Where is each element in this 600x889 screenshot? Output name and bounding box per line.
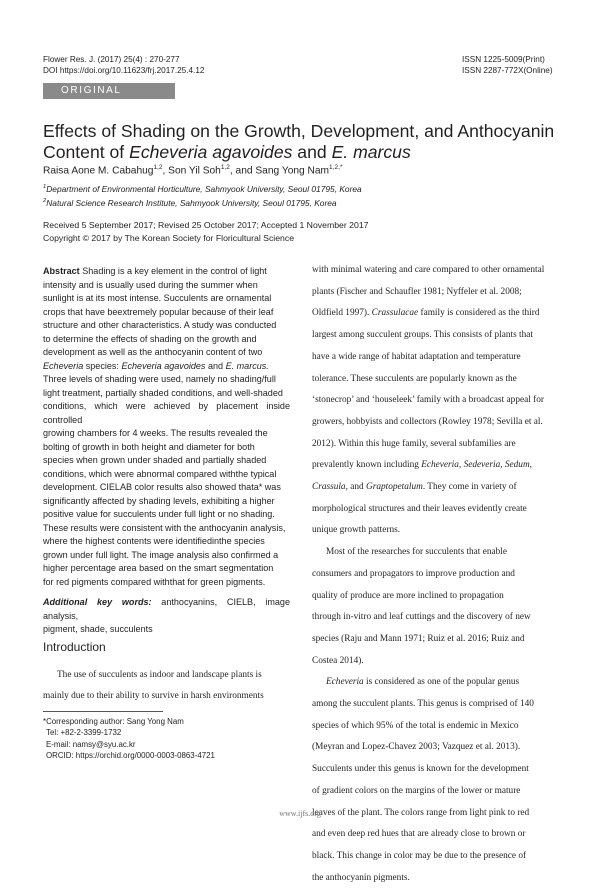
affiliation-2 [43,195,362,209]
title-mid: and [292,142,332,162]
text-run: to determine the effects of shading on the growth and [43,333,257,344]
italic-term: Echeveria [43,360,84,371]
abstract-line [43,562,290,576]
text-run: growing chambers for 4 weeks. The results revealed the [43,428,268,438]
text-run: , [458,460,464,471]
paragraph [312,672,558,889]
doi-line: DOI https://doi.org/10.11623/frj.2017.25.4.12 [43,65,205,75]
text-run: conditions, which were abnormal compared withthe typical [43,468,277,479]
affiliation-2-sup: 2 [43,197,47,204]
abstract-line [43,387,290,401]
paragraph-line [312,781,558,803]
text-run: Shading is a key element in the control of light [79,266,267,276]
text-run: 2012). Within this huge family, several subfamilies are [312,438,516,449]
article-dates [43,219,369,244]
title-species-1: Echeveria agavoides [129,142,293,162]
paragraph-line [312,607,558,629]
text-run: the anthocyanin pigments. [312,872,410,883]
text-run: intensity and is usually used during the summer when [43,279,258,290]
text-run: higher percentage area based on the smart segmentation [43,563,274,573]
italic-term: Sedeveria [463,460,501,471]
abstract-line [43,522,290,536]
affiliation-1-text: Department of Environmental Horticulture, Sahmyook University, Seoul 01795, Korea [46,183,362,194]
paragraph-line [312,824,558,846]
text-run: significantly affected by shading levels, exhibiting a higher [43,495,275,506]
abstract-line [43,441,290,455]
text-run: have a wide range of habitat adaptation and temperature [312,351,521,362]
abstract-line [43,319,290,333]
abstract-line [43,535,290,549]
abstract-line [43,549,290,563]
copyright-line: Copyright © 2017 by The Korean Society for Floricultural Science [43,232,295,243]
italic-term: Sedum [504,460,530,471]
paragraph-line [312,846,558,868]
issn-block [462,55,553,76]
abstract-line [43,306,290,320]
intro-line-2: mainly due to their ability to survive in harsh environments [43,691,264,702]
abstract-line [43,495,290,509]
abstract-line [43,346,290,360]
paragraph-line [312,499,558,521]
text-run: quality of produce are more inclined to propagation [312,590,504,601]
keywords-label: Additional key words: [43,597,152,607]
abstract-line [43,454,290,468]
italic-term: Echeveria agavoides [121,360,206,371]
paragraph-line [312,412,558,434]
text-run: structure and other characteristics. A study was conducted [43,320,277,330]
paragraph-line [312,520,558,542]
italic-term: Echeveria [326,677,364,688]
text-run: , [500,460,505,471]
abstract-line [43,508,290,522]
paragraph-line [312,455,558,477]
paragraph [312,542,558,672]
abstract-block [43,265,290,589]
text-run: (Meyran and Lopez-Chavez 2003; Vazquez et al. 2013). [312,742,521,753]
author-orcid: ORCID: https://orchid.org/0000-0003-0863-4721 [46,750,215,760]
paragraph-line [312,369,558,391]
italic-term: Crassulacae [371,308,419,319]
italic-term: E. marcus. [225,360,269,371]
journal-line: Flower Res. J. (2017) 25(4) : 270-277 [43,55,180,64]
text-run: among the succulent plants. This genus is comprised of 140 [312,699,534,710]
abstract-line [43,576,290,590]
author-list [43,164,342,176]
text-run: These results were consistent with the anthocyanin analysis, [43,522,286,533]
paragraph-line [312,737,558,759]
text-run: species: [83,360,122,371]
paragraph-line [312,325,558,347]
title-line-1: Effects of Shading on the Growth, Development, and Anthocyanin [43,121,555,141]
paragraph-line [312,260,558,282]
text-run: , [529,460,532,471]
text-run: family is considered as the third [418,308,540,319]
introduction-heading: Introduction [43,640,106,654]
text-run: largest among succulent groups. This consists of plants that [312,330,533,341]
italic-term: Crassula [312,482,346,493]
title-species-2: E. marcus [331,142,411,162]
abstract-line [43,292,290,306]
author-email: E-mail: namsy@syu.ac.kr [46,739,136,749]
affiliations [43,181,362,209]
issn-print: ISSN 1225-5009(Print) [462,55,545,64]
abstract-line [43,481,290,495]
introduction-text [43,665,290,708]
abstract-line [43,400,290,427]
article-type-tag: ORIGINAL ARTICLE [43,83,175,99]
abstract-line [43,265,290,279]
abstract-line [43,468,290,482]
keywords-text-1: anthocyanins, CIELB, image analysis, [43,597,290,621]
text-run: unique growth patterns. [312,525,401,536]
paragraph-line [312,672,558,694]
intro-line-1: The use of succulents as indoor and landscape plants is [57,670,262,680]
italic-term: Echeveria [421,460,459,471]
author-sep-2: , and [229,165,256,177]
paragraph-line [312,564,558,586]
paragraph-line [312,868,558,889]
abstract-line [43,333,290,347]
corresponding-author: *Corresponding author: Sang Yong Nam [43,717,184,726]
author-3-sup: 1,2,* [329,164,343,171]
text-run: leaves of the plant. The colors range from light pink to red [312,807,530,818]
abstract-line [43,360,290,374]
paragraph-line [312,694,558,716]
issn-online: ISSN 2287-772X(Online) [462,65,553,75]
paragraph [312,260,558,542]
text-run: crops that have beextremely popular because of their leaf [43,306,274,317]
text-run: through in-vitro and leaf cuttings and the discovery of new [312,612,531,623]
text-run: conditions, which were achieved by placement inside controlled [43,401,290,425]
text-run: Three levels of shading were used, namely no shading/full [43,374,276,384]
paragraph-line [312,347,558,369]
text-run: . They come in variety of [422,482,517,493]
title-line-2 [43,142,563,163]
paragraph-line [312,629,558,651]
text-run: consumers and propagators to improve production and [312,568,515,579]
affiliation-1-sup: 1 [43,184,47,190]
text-run: is considered as one of the popular genus [363,677,520,688]
text-run: species of which 95% of the total is endemic in Mexico [312,720,519,731]
author-1: Raisa Aone M. Cabahug [43,165,154,177]
text-run: plants (Fischer and Schaufler 1981; Nyffeler et al. 2008; [312,286,522,297]
text-run: Most of the researches for succulents that enable [326,547,507,558]
paragraph-line [312,586,558,608]
paragraph-line [312,651,558,673]
title-pre: Content of [43,142,130,162]
text-run: and [205,360,226,371]
footnote-block [43,716,215,761]
text-run: development. CIELAB color results also showed thata* was [43,482,281,492]
page-footer-url: www.ijfs.org [279,809,321,818]
text-run: Oldfield 1997). [312,308,372,319]
text-run: sunlight is at its most intense. Succulents are ornamental [43,293,272,303]
received-revised-accepted: Received 5 September 2017; Revised 25 October 2017; Accepted 1 November 2017 [43,220,369,230]
author-2: Son Yil Soh [168,165,221,177]
text-run: Costea 2014). [312,655,364,666]
paragraph-line [312,716,558,738]
abstract-line [43,373,290,387]
abstract-line [43,279,290,293]
text-run: ‘stonecrop’ and ‘houseleek’ family with a broadcast appeal for [312,395,544,406]
keywords-block [43,596,290,637]
author-2-sup: 1,2 [220,164,230,171]
paragraph-line [312,477,558,499]
paragraph-line [312,282,558,304]
text-run: and even deep red hues that are already close to brown or [312,829,526,840]
text-run: where the highest contents were identifiedinthe species [43,536,265,546]
paragraph-line [312,542,558,564]
text-run: species (Raju and Mann 1971; Ruiz et al. 2016; Ruiz and [312,633,525,644]
text-run: positive value for succulents under full light or no shading. [43,509,275,519]
text-run: prevalently known including [312,460,422,471]
author-sep-1: , [162,165,169,177]
abstract-line [43,427,290,441]
text-run: , and [345,482,366,493]
paragraph-line [312,303,558,325]
right-column-text [312,260,558,889]
text-run: Succulents under this genus is known for the development [312,764,529,775]
abstract-label: Abstract [43,266,80,276]
text-run: for red pigments compared withthat for green pigments. [43,576,266,587]
text-run: species when grown under shaded and partially shaded [43,455,267,465]
author-1-sup: 1,2 [153,164,163,171]
article-title [43,121,563,163]
text-run: morphological structures and their leaves evidently create [312,503,527,514]
footnote-divider [43,711,163,712]
text-run: growers, hobbyists and collectors (Rowley 1978; Sevilla et al. [312,416,543,427]
journal-citation [43,55,204,76]
text-run: with minimal watering and care compared to other ornamental [312,265,545,275]
text-run: light treatment, partially shaded conditions, and well-shaded [43,387,283,398]
author-tel: Tel: +82-2-3399-1732 [46,728,122,738]
keywords-line-1 [43,596,290,623]
keywords-line-2: pigment, shade, succulents [43,624,153,634]
affiliation-1 [43,181,362,195]
paragraph-line [312,390,558,412]
text-run: grown under full light. The image analysis also confirmed a [43,549,279,560]
author-3: Sang Yong Nam [255,165,330,177]
affiliation-2-text: Natural Science Research Institute, Sahmyook University, Seoul 01795, Korea [46,197,337,208]
text-run: development as well as the anthocyanin content of two [43,347,263,357]
text-run: of gradient colors on the margins of the lower or mature [312,785,521,796]
paragraph-line [312,759,558,781]
text-run: black. This change in color may be due to the presence of [312,850,527,861]
text-run: tolerance. These succulents are popularly known as the [312,373,517,384]
paragraph-line [312,434,558,456]
italic-term: Graptopetalum [366,482,423,493]
text-run: bolting of growth in both height and diameter for both [43,441,255,452]
